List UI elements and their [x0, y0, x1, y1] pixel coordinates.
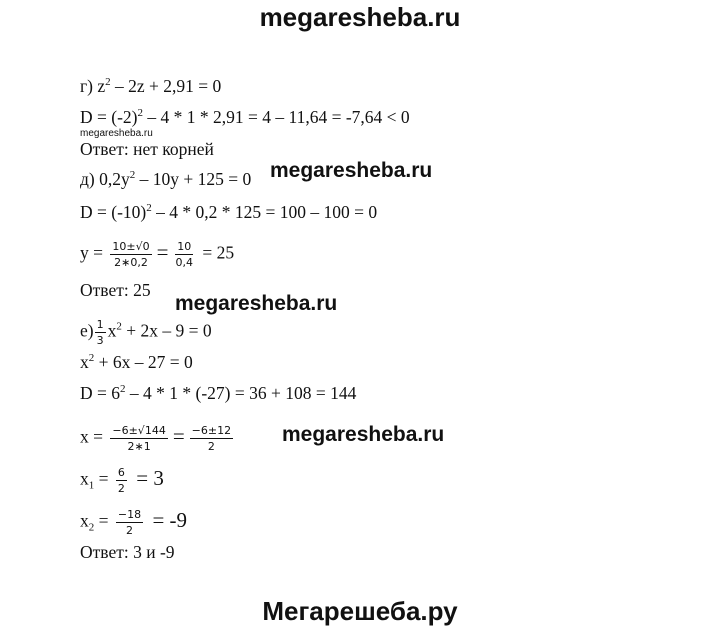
discriminant-g: $D = (-2)^2 - 4 * 1 * 2,91 = 4 - 11,64 = -7,64 < 0$: [80, 107, 410, 127]
equation-e-simplified: $x^2 + 6x - 27 = 0$: [80, 352, 193, 372]
fraction: $\frac{6}{2}$: [117, 466, 125, 495]
discriminant-d: $D = (-10)^2 - 4 * 0,2 * 125 = 100 - 100 = 0$: [80, 202, 378, 222]
answer-e: Ответ: 3 и -9: [80, 542, 175, 562]
fraction: $\frac{-6\pm 12}{2}$: [191, 424, 232, 453]
watermark-mid: megaresheba.ru: [282, 423, 445, 446]
discriminant-e: $D = 6^2 - 4 * 1 * (-27) = 36 + 108 = 144$: [80, 383, 357, 403]
fraction: $\frac{10\pm√0}{2∗0,2}$: [112, 240, 150, 269]
site-footer: Мегарешеба.ру: [262, 596, 458, 626]
fraction: $\frac{-6\pm√144}{2∗1}$: [112, 424, 166, 453]
watermark-mid: megaresheba.ru: [175, 292, 338, 315]
equation-e: е) $\frac{1}{3}$ $x^2 + 2x - 9 = 0$: [80, 318, 212, 347]
answer-d: Ответ: 25: [80, 280, 151, 300]
equation-d: д) $0,2y^2 - 10y + 125 = 0$: [80, 169, 252, 189]
fraction: $\frac{1}{3}$: [96, 318, 104, 347]
watermark-small: megaresheba.ru: [80, 128, 153, 139]
equation-g: г) $z^2 - 2z + 2,91 = 0$: [80, 76, 222, 96]
root-x1: $x_1$ = $\frac{6}{2}$ = 3: [80, 465, 164, 495]
root-e: x = $\frac{-6\pm√144}{2∗1}$ = $\frac{-6\pm 12}{2}$: [80, 423, 232, 453]
watermark-mid: megaresheba.ru: [270, 159, 433, 182]
site-header: megaresheba.ru: [259, 2, 461, 32]
root-d: y = $\frac{10\pm√0}{2∗0,2}$ = $\frac{10}{0,4}$ = 25: [80, 239, 235, 269]
fraction: $\frac{-18}{2}$: [117, 508, 142, 537]
root-x2: $x_2$ = $\frac{-18}{2}$ = -9: [80, 507, 188, 537]
fraction: $\frac{10}{0,4}$: [175, 240, 193, 269]
answer-g: Ответ: нет корней: [80, 139, 214, 159]
